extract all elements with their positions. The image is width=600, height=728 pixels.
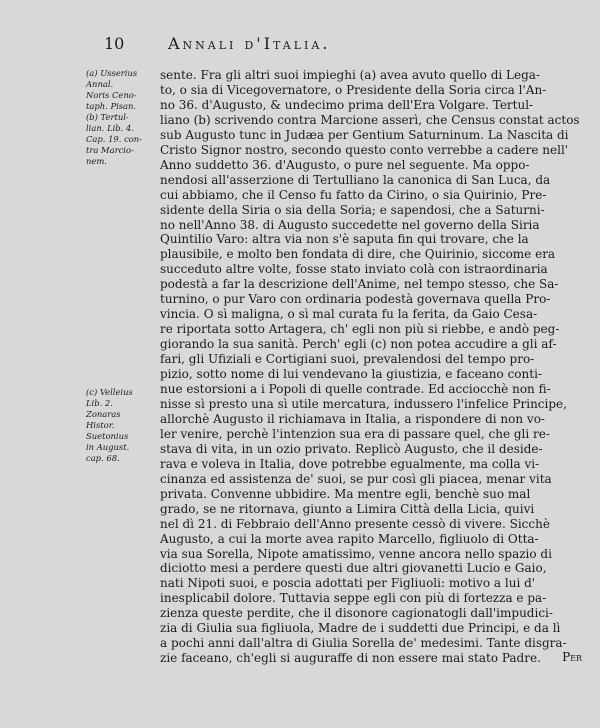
- text-line: sente. Fra gli altri suoi impieghi (a) avea avuto quello di Lega-: [160, 68, 540, 82]
- margin-note-group-1: [86, 68, 152, 167]
- running-title: Annali d'Italia.: [168, 34, 331, 53]
- margin-note-line: Cap. 19. con-: [86, 134, 143, 144]
- text-line: podestà a far la descrizione dell'Anime, nel tempo stesso, che Sa-: [160, 277, 559, 292]
- text-line: grado, se ne ritornava, giunto a Limira Città della Licia, quivi: [160, 501, 535, 516]
- text-line: vincia. O sì maligna, o sì mal curata fu la ferita, da Gaio Cesa-: [160, 307, 538, 322]
- main-text: [160, 68, 580, 666]
- text-line: a pochi anni dall'altra di Giulia Sorella de' medesimi. Tante disgra-: [160, 636, 567, 651]
- margin-note-group-2: [86, 387, 152, 464]
- text-line: stava di vita, in un ozio privato. Replicò Augusto, che il deside-: [160, 441, 543, 456]
- margin-note-line: in August.: [86, 442, 130, 452]
- text-line: sidente della Siria o sia della Soria; e sapendosi, che a Saturni-: [160, 202, 545, 217]
- margin-notes: [86, 68, 152, 464]
- text-line: allorchè Augusto il richiamava in Italia, a rispondere di non vo-: [160, 411, 545, 426]
- text-line: cui abbiamo, che il Censo fu fatto da Cirino, o sia Quirinio, Pre-: [160, 187, 547, 202]
- text-line: Cristo Signor nostro, secondo questo conto verrebbe a cadere nell': [160, 142, 569, 157]
- text-line: nel dì 21. di Febbraio dell'Anno presente cessò di vivere. Sicchè: [160, 516, 550, 531]
- text-line: no nell'Anno 38. di Augusto succedette nel governo della Siria: [160, 217, 540, 232]
- margin-note-line: lian. Lib. 4.: [86, 123, 134, 133]
- page-number: 10: [104, 34, 125, 53]
- text-line: zia di Giulia sua figliuola, Madre de i suddetti due Principi, e da lì: [160, 621, 561, 636]
- text-line: Augusto, a cui la morte avea rapito Marcello, figliuolo di Otta-: [160, 531, 539, 546]
- margin-note-line: Annal.: [86, 79, 114, 89]
- margin-note-line: (c) Velleius: [86, 387, 133, 397]
- text-line: nisse sì presto una sì utile mercatura, indussero l'infelice Principe,: [160, 396, 567, 411]
- text-line: zie faceano, ch'egli si auguraffe di non essere mai stato Padre.: [160, 651, 541, 666]
- text-line: pizio, sotto nome di lui vendevano la giustizia, e faceano conti-: [160, 367, 542, 382]
- text-line: succeduto altre volte, fosse stato inviato colà con istraordinaria: [160, 262, 548, 277]
- text-line: cinanza ed assistenza de' suoi, se pur così gli piacea, menar vita: [160, 471, 552, 486]
- text-line: zienza queste perdite, che il disonore cagionatogli dall'impudici-: [160, 606, 553, 621]
- margin-note-line: nem.: [86, 156, 107, 166]
- catchword: Per: [562, 650, 582, 664]
- text-line: privata. Convenne ubbidire. Ma mentre egli, benchè suo mal: [160, 486, 531, 501]
- text-line: plausibile, e molto ben fondata di dire, che Quirinio, siccome era: [160, 247, 556, 262]
- margin-note-line: (b) Tertul-: [86, 112, 129, 122]
- text-line: giorando la sua sanità. Perch' egli (c) non potea accudire a gli af-: [160, 337, 557, 352]
- text-line: rava e voleva in Italia, dove potrebbe egualmente, ma colla vi-: [160, 456, 540, 471]
- margin-note-line: cap. 68.: [86, 453, 120, 463]
- margin-note-line: (a) Usserius: [86, 68, 138, 78]
- text-line: nati Nipoti suoi, e poscia adottati per Figliuoli: motivo a lui d': [160, 576, 536, 591]
- margin-spacer: [86, 167, 152, 387]
- margin-note-line: Lib. 2.: [86, 398, 113, 408]
- text-line: turnino, o pur Varo con ordinaria podestà governava quella Pro-: [160, 292, 551, 307]
- margin-note-line: Histor.: [86, 420, 115, 430]
- text-line: Quintilio Varo: altra via non s'è saputa fin qui trovare, che la: [160, 232, 529, 247]
- text-line: via sua Sorella, Nipote amatissimo, venne ancora nello spazio di: [160, 546, 552, 561]
- margin-note-line: Zonaras: [86, 409, 121, 419]
- margin-note-line: Noris Ceno-: [86, 90, 137, 100]
- text-line: no 36. d'Augusto, & undecimo prima dell'Era Volgare. Tertul-: [160, 97, 534, 112]
- text-line: re riportata sotto Artagera, ch' egli non più si riebbe, e andò peg-: [160, 322, 560, 337]
- text-line: inesplicabil dolore. Tuttavia seppe egli con più di fortezza e pa-: [160, 591, 547, 606]
- text-line: diciotto mesi a perdere questi due altri giovanetti Lucio e Gaio,: [160, 561, 547, 576]
- page-header: [104, 34, 464, 58]
- text-line: ler venire, perchè l'intenzion sua era di passare quel, che gli re-: [160, 426, 550, 441]
- margin-note-line: taph. Pisan.: [86, 101, 137, 111]
- text-line: sub Augusto tunc in Judæa per Gentium Saturninum. La Nascita di: [160, 127, 569, 142]
- margin-note-line: Suetonius: [86, 431, 129, 441]
- text-line: nue estorsioni a i Popoli di quelle contrade. Ed acciocchè non fi-: [160, 382, 551, 397]
- margin-note-line: tra Marcio-: [86, 145, 134, 155]
- text-line: nendosi all'asserzione di Tertulliano la canonica di San Luca, da: [160, 172, 551, 187]
- text-line: liano (b) scrivendo contra Marcione asserì, che Census constat actos: [160, 112, 580, 127]
- text-line: Anno suddetto 36. d'Augusto, o pure nel seguente. Ma oppo-: [160, 157, 530, 172]
- text-line: to, o sia di Vicegovernatore, o Presidente della Soria circa l'An-: [160, 82, 547, 97]
- text-line: fari, gli Ufiziali e Cortigiani suoi, prevalendosi del tempo pro-: [160, 352, 535, 367]
